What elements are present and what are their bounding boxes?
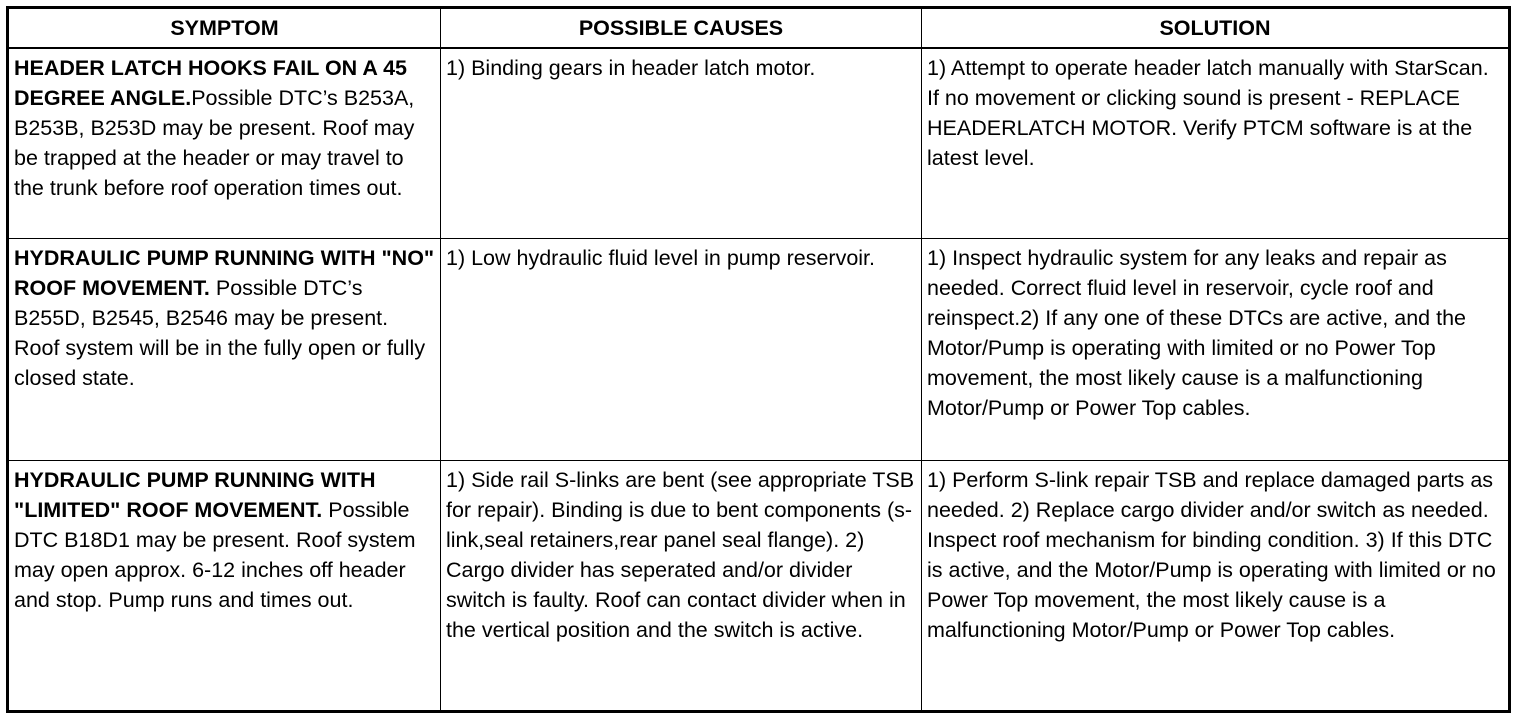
header-solution: SOLUTION [922, 8, 1510, 49]
table-row [8, 48, 1510, 238]
causes-cell: 1) Binding gears in header latch motor. [441, 48, 922, 238]
solution-cell: 1) Attempt to operate header latch manually with StarScan. If no movement or clicking sound is present - REPLACE HEADERLATCH MOTOR. Verify PTCM software is at the latest level. [922, 48, 1510, 238]
symptom-lead: HEADER LATCH HOOKS FAIL ON A 45 DEGREE ANGLE. [14, 56, 408, 110]
symptom-lead: HYDRAULIC PUMP RUNNING WITH "NO" ROOF MOVEMENT. [14, 245, 435, 300]
symptom-detail: Possible DTC B18D1 may be present. Roof system may open approx. 6-12 inches off header and stop. Pump runs and times out. [14, 497, 416, 612]
causes-cell: 1) Side rail S-links are bent (see appropriate TSB for repair). Binding is due to bent components (s-link,seal retainers,rear panel seal flange). 2) Cargo divider has seperated and/or divider switch is faulty. Roof can contact divider when in the vertical position and the switch is active. [441, 460, 922, 711]
table-row [8, 238, 1510, 460]
header-row [8, 8, 1510, 49]
symptom-cell [8, 48, 441, 238]
solution-cell: 1) Inspect hydraulic system for any leaks and repair as needed. Correct fluid level in reservoir, cycle roof and reinspect.2) If any one of these DTCs are active, and the Motor/Pump is operating with limited or no Power Top movement, the most likely cause is a malfunctioning Motor/Pump or Power Top cables. [922, 238, 1510, 460]
header-symptom: SYMPTOM [8, 8, 441, 49]
causes-cell: 1) Low hydraulic fluid level in pump reservoir. [441, 238, 922, 460]
header-possible-causes: POSSIBLE CAUSES [441, 8, 922, 49]
symptom-lead: HYDRAULIC PUMP RUNNING WITH "LIMITED" ROOF MOVEMENT. [14, 467, 376, 522]
symptom-cell [8, 460, 441, 711]
symptom-detail: Possible DTC’s B255D, B2545, B2546 may be present. Roof system will be in the fully open or fully closed state. [14, 275, 426, 390]
symptom-detail: Possible DTC’s B253A, B253B, B253D may be present. Roof may be trapped at the header or may travel to the trunk before roof operation times out. [14, 86, 415, 200]
symptom-cell [8, 238, 441, 460]
table-row [8, 460, 1510, 711]
diagnosis-table [6, 6, 1511, 713]
solution-cell: 1) Perform S-link repair TSB and replace damaged parts as needed. 2) Replace cargo divider and/or switch as needed. Inspect roof mechanism for binding condition. 3) If this DTC is active, and the Motor/Pump is operating with limited or no Power Top movement, the most likely cause is a malfunctioning Motor/Pump or Power Top cables. [922, 460, 1510, 711]
